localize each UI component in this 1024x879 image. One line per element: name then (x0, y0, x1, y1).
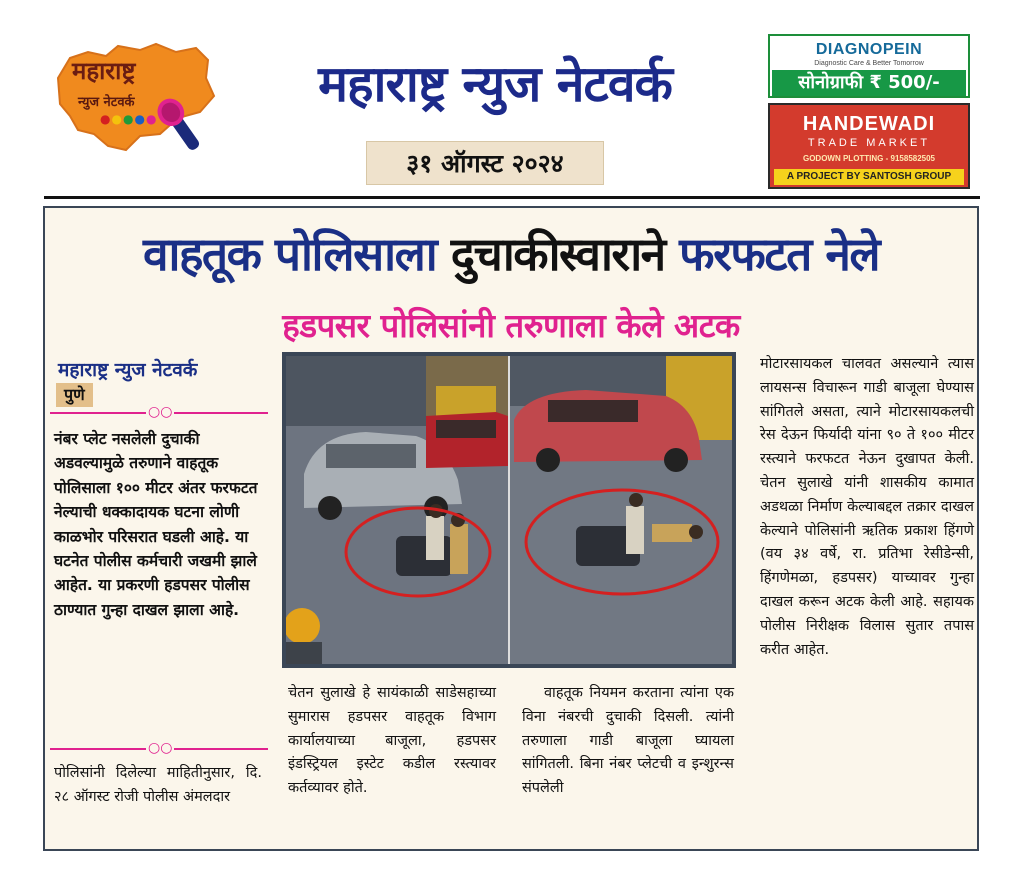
city-tag: पुणे (56, 383, 93, 407)
microphone-icon (48, 38, 220, 156)
ad-handewadi[interactable] (768, 103, 970, 189)
ornament-icon: ○○ (148, 404, 173, 420)
article-subheadline: हडपसर पोलिसांनी तरुणाला केले अटक (282, 306, 740, 345)
article-headline (43, 222, 979, 284)
headline-part-1: वाहतूक पोलिसाला (142, 227, 451, 281)
ad-diagnopein-offer: सोनोग्राफी ₹ 500/- (772, 70, 966, 96)
logo-dots: ●●●●● (100, 112, 158, 126)
ad-diagnopein[interactable] (768, 34, 970, 98)
logo-subtitle: न्युज नेटवर्क (78, 95, 135, 110)
header-rule (44, 196, 980, 199)
article-column-2: चेतन सुलाखे हे सायंकाळी साडेसहाच्या सुमारास हडपसर वाहतूक विभाग कार्यालयाच्या बाजूला, हडपसर इंडस्ट्रियल इस्टेट कडील रस्त्यावर कर्तव्यावर होते. (288, 685, 496, 797)
article-column-4: मोटारसायकल चालवत असल्याने त्यास लायसन्स विचारून गाडी बाजूला घेण्यास सांगितले असता, त्याने मोटारसायकलची रेस देऊन फिर्यादी यांना ९० ते १०० मीटर रस्त्याने फरफटत नेऊन दुखापत केली. चेतन सुलाखे यांनी शासकीय कामात अडथळा निर्माण केल्याबद्दल तक्रार दाखल केल्याने पोलिसांनी ऋतिक प्रकाश हिंगणे (वय ३४ वर्षे, रा. प्रतिभा रेसीडेन्सी, हिंगणेमळा, हडपसर) याच्यावर गुन्हा दाखल करून अटक केली आहे. सहायक पोलीस निरीक्षक विलास सुतार तपास करीत आहेत. (760, 356, 974, 658)
headline-part-2: दुचाकीस्वाराने (450, 227, 665, 281)
ad-handewadi-subtitle: TRADE MARKET (807, 137, 931, 149)
ad-diagnopein-name: DIAGNOPEIN (815, 41, 923, 58)
ad-handewadi-plotting: GODOWN PLOTTING - 9158582505 (802, 154, 936, 163)
article-column-1: पोलिसांनी दिलेल्या माहितीनुसार, दि. २८ ऑगस्ट रोजी पोलीस अंमलदार (54, 765, 262, 805)
logo-title: महाराष्ट्र (72, 57, 136, 85)
brand-logo (48, 38, 220, 156)
ad-handewadi-name: HANDEWADI (802, 113, 936, 135)
masthead-title: महाराष्ट्र न्युज नेटवर्क (318, 55, 672, 113)
ad-diagnopein-tagline: Diagnostic Care & Better Tomorrow (814, 60, 924, 67)
ornament-divider (50, 404, 268, 420)
cctv-photo (282, 352, 736, 668)
ornament-icon: ○○ (148, 740, 173, 756)
article-column-3: वाहतूक नियमन करताना त्यांना एक विना नंबरची दुचाकी दिसली. त्यांनी तरुणाला गाडी बाजूला घ्यायला सांगितली. बिना नंबर प्लेटची व इन्शुरन्स संपलेली (522, 685, 734, 797)
issue-date: ३१ ऑगस्ट २०२४ (366, 141, 604, 185)
article-lead: नंबर प्लेट नसलेली दुचाकी अडवल्यामुळे तरुणाने वाहतूक पोलिसाला १०० मीटर अंतर फरफटत नेल्याची धक्कादायक घटना लोणी काळभोर परिसरात घडली आहे. या घटनेत पोलीस कर्मचारी जखमी झाले आहेत. या प्रकरणी हडपसर पोलीस ठाण्यात गुन्हा दाखल झाला आहे. (54, 430, 258, 619)
ornament-divider (50, 740, 268, 756)
ad-handewadi-footer: A PROJECT BY SANTOSH GROUP (774, 169, 964, 185)
headline-part-3: फरफटत नेले (664, 227, 880, 281)
article-byline: महाराष्ट्र न्युज नेटवर्क (58, 359, 198, 381)
cctv-stills-image (286, 356, 732, 664)
